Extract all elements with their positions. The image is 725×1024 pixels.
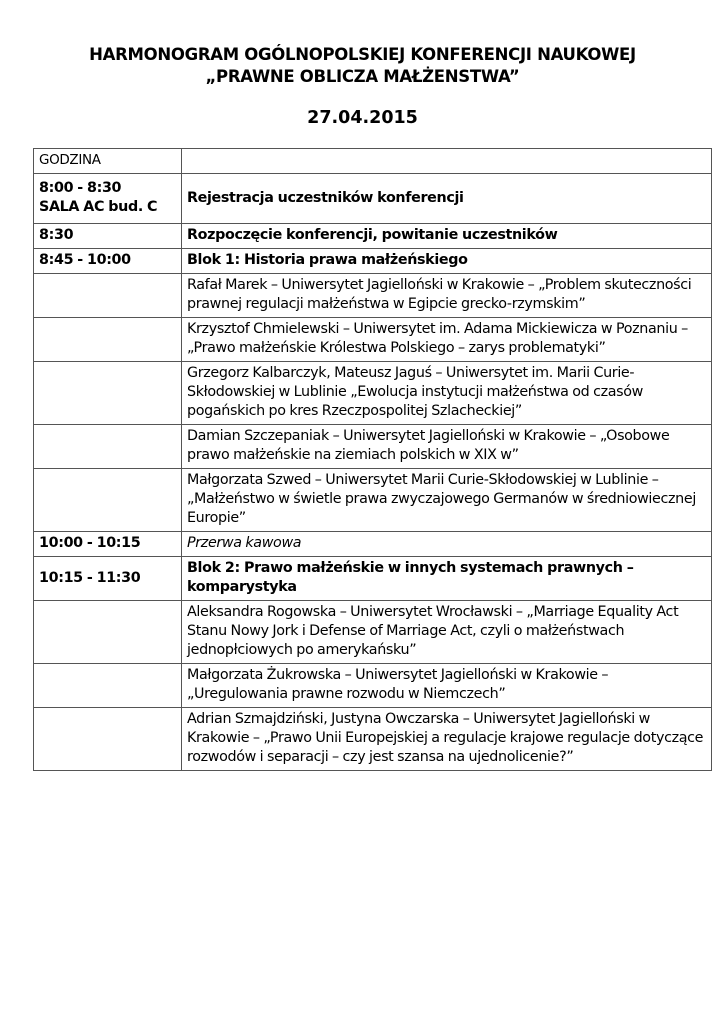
- table-row-talk: [34, 601, 712, 664]
- time-text: 8:00 - 8:30: [39, 180, 122, 196]
- talk-entry: Damian Szczepaniak – Uniwersytet Jagielloński w Krakowie – „Osobowe prawo małżeńskie na ziemiach polskich w XIX w”: [182, 425, 712, 469]
- conference-date: 27.04.2015: [307, 108, 418, 128]
- time-cell: 8:30: [34, 224, 182, 249]
- talk-entry: Rafał Marek – Uniwersytet Jagielloński w Krakowie – „Problem skuteczności prawnej regulacji małżeństwa w Egipcie grecko-rzymskim”: [182, 274, 712, 318]
- table-row-block-1-title: [34, 249, 712, 274]
- table-row-talk: [34, 425, 712, 469]
- talk-entry: Małgorzata Żukrowska – Uniwersytet Jagielloński w Krakowie – „Uregulowania prawne rozwodu w Niemczech”: [182, 664, 712, 708]
- empty-time-cell: [34, 664, 182, 708]
- schedule-table: [33, 148, 712, 771]
- table-row-opening: [34, 224, 712, 249]
- column-header-time: GODZINA: [34, 149, 182, 174]
- table-header-row: [34, 149, 712, 174]
- time-cell: [34, 174, 182, 224]
- empty-time-cell: [34, 318, 182, 362]
- time-cell: 10:00 - 10:15: [34, 532, 182, 557]
- document-title-line-2: „PRAWNE OBLICZA MAŁŻENSTWA”: [205, 67, 520, 86]
- table-row-break: [34, 532, 712, 557]
- table-row-registration: [34, 174, 712, 224]
- empty-time-cell: [34, 708, 182, 771]
- table-row-talk: [34, 318, 712, 362]
- room-text: SALA AC bud. C: [39, 199, 158, 215]
- empty-time-cell: [34, 425, 182, 469]
- empty-time-cell: [34, 469, 182, 532]
- table-row-talk: [34, 664, 712, 708]
- talk-entry: Krzysztof Chmielewski – Uniwersytet im. Adama Mickiewicza w Poznaniu – „Prawo małżeńskie Królestwa Polskiego – zarys problematyki”: [182, 318, 712, 362]
- opening-description: Rozpoczęcie konferencji, powitanie uczestników: [182, 224, 712, 249]
- talk-entry: Małgorzata Szwed – Uniwersytet Marii Curie-Skłodowskiej w Lublinie – „Małżeństwo w świetle prawa zwyczajowego Germanów w średniowiecznej Europie”: [182, 469, 712, 532]
- block-2-title: Blok 2: Prawo małżeńskie w innych systemach prawnych – komparystyka: [182, 557, 712, 601]
- document-header: [0, 44, 725, 129]
- table-row-talk: [34, 708, 712, 771]
- empty-time-cell: [34, 274, 182, 318]
- talk-entry: Grzegorz Kalbarczyk, Mateusz Jaguś – Uniwersytet im. Marii Curie-Skłodowskiej w Lublinie „Ewolucja instytucji małżeństwa od czasów pogańskich po kres Rzeczpospolitej Szlacheckiej”: [182, 362, 712, 425]
- table-row-talk: [34, 274, 712, 318]
- table-row-talk: [34, 469, 712, 532]
- talk-entry: Adrian Szmajdziński, Justyna Owczarska – Uniwersytet Jagielloński w Krakowie – „Prawo Unii Europejskiej a regulacje krajowe regulacje dotyczące rozwodów i separacji – czy jest szansa na ujednolicenie?”: [182, 708, 712, 771]
- break-description: Przerwa kawowa: [182, 532, 712, 557]
- registration-description: Rejestracja uczestników konferencji: [182, 174, 712, 224]
- table-row-talk: [34, 362, 712, 425]
- time-cell: 8:45 - 10:00: [34, 249, 182, 274]
- table-row-block-2-title: [34, 557, 712, 601]
- block-1-title: Blok 1: Historia prawa małżeńskiego: [182, 249, 712, 274]
- talk-entry: Aleksandra Rogowska – Uniwersytet Wrocławski – „Marriage Equality Act Stanu Nowy Jork i Defense of Marriage Act, czyli o małżeństwach jednopłciowych po amerykańsku”: [182, 601, 712, 664]
- time-cell: 10:15 - 11:30: [34, 557, 182, 601]
- empty-time-cell: [34, 601, 182, 664]
- empty-time-cell: [34, 362, 182, 425]
- document-title-line-1: HARMONOGRAM OGÓLNOPOLSKIEJ KONFERENCJI NAUKOWEJ: [89, 45, 636, 64]
- column-header-empty: [182, 149, 712, 174]
